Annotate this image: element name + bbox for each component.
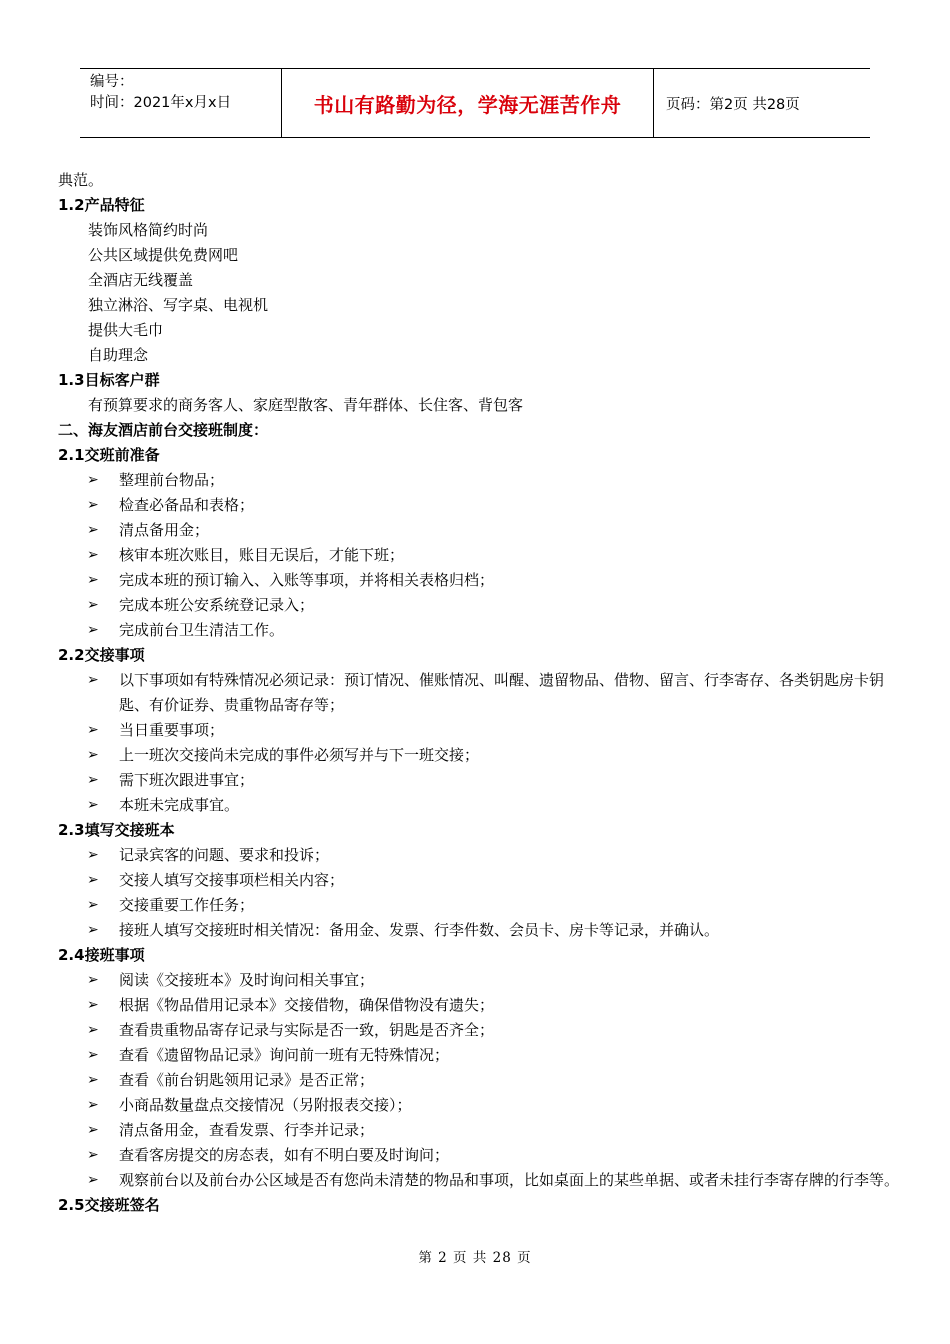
section-2-3-title: 2.3填写交接班本 <box>58 821 175 839</box>
header-meta <box>80 69 281 137</box>
bullet-arrow-icon: ➢ <box>87 747 99 763</box>
section-2-4-title: 2.4接班事项 <box>58 946 145 964</box>
list-item: ➢ 完成本班的预订输入、入账等事项，并将相关表格归档； <box>58 568 908 593</box>
list-item: ➢ 以下事项如有特殊情况必须记录：预订情况、催账情况、叫醒、遗留物品、借物、留言、行李寄存、各类钥匙房卡钥匙、有价证券、贵重物品寄存等； <box>58 668 908 718</box>
bullet-arrow-icon: ➢ <box>87 997 99 1013</box>
list-item: ➢ 检查必备品和表格； <box>58 493 908 518</box>
list-item: ➢ 完成本班公安系统登记录入； <box>58 593 908 618</box>
list-item: ➢ 当日重要事项； <box>58 718 908 743</box>
bullet-arrow-icon: ➢ <box>87 772 99 788</box>
list-item: ➢ 查看《前台钥匙领用记录》是否正常； <box>58 1068 908 1093</box>
bullet-arrow-icon: ➢ <box>87 1072 99 1088</box>
intro-text: 典范。 <box>58 171 104 189</box>
list-item: ➢ 根据《物品借用记录本》交接借物，确保借物没有遗失； <box>58 993 908 1018</box>
section-2-5-title: 2.5交接班签名 <box>58 1196 160 1214</box>
list-item: ➢ 需下班次跟进事宜； <box>58 768 908 793</box>
list-item: ➢ 完成前台卫生清洁工作。 <box>58 618 908 643</box>
section-1-3-title: 1.3目标客户群 <box>58 371 160 389</box>
bullet-arrow-icon: ➢ <box>87 1122 99 1138</box>
bullet-arrow-icon: ➢ <box>87 972 99 988</box>
feature-item: 提供大毛巾 <box>88 321 164 339</box>
bullet-arrow-icon: ➢ <box>87 1097 99 1113</box>
feature-item: 公共区域提供免费网吧 <box>88 246 239 264</box>
document-body <box>58 168 908 1218</box>
list-item: ➢ 交接人填写交接事项栏相关内容； <box>58 868 908 893</box>
header-page-info: 页码：第2页 共28页 <box>666 96 800 113</box>
bullet-arrow-icon: ➢ <box>87 522 99 538</box>
list-item: ➢ 交接重要工作任务； <box>58 893 908 918</box>
section-2-title: 二、海友酒店前台交接班制度： <box>58 421 269 439</box>
bullet-arrow-icon: ➢ <box>87 672 99 688</box>
section-1-2-title: 1.2产品特征 <box>58 196 145 214</box>
list-item: ➢ 核审本班次账目，账目无误后，才能下班； <box>58 543 908 568</box>
bullet-arrow-icon: ➢ <box>87 622 99 638</box>
page-footer: 第 2 页 共 28 页 <box>418 1250 532 1266</box>
list-item: ➢ 记录宾客的问题、要求和投诉； <box>58 843 908 868</box>
time-label: 时间：2021年x月x日 <box>90 95 232 111</box>
bullet-arrow-icon: ➢ <box>87 572 99 588</box>
bullet-arrow-icon: ➢ <box>87 797 99 813</box>
bullet-arrow-icon: ➢ <box>87 472 99 488</box>
list-item: ➢ 阅读《交接班本》及时询问相关事宜； <box>58 968 908 993</box>
list-item: ➢ 上一班次交接尚未完成的事件必须写并与下一班交接； <box>58 743 908 768</box>
list-item: ➢ 清点备用金； <box>58 518 908 543</box>
page-header <box>80 68 870 138</box>
bullet-arrow-icon: ➢ <box>87 897 99 913</box>
bullet-arrow-icon: ➢ <box>87 1172 99 1188</box>
section-2-2-title: 2.2交接事项 <box>58 646 145 664</box>
bullet-arrow-icon: ➢ <box>87 597 99 613</box>
bullet-arrow-icon: ➢ <box>87 847 99 863</box>
bullet-arrow-icon: ➢ <box>87 1022 99 1038</box>
list-item: ➢ 清点备用金，查看发票、行李并记录； <box>58 1118 908 1143</box>
list-item: ➢ 查看《遗留物品记录》询问前一班有无特殊情况； <box>58 1043 908 1068</box>
section-2-1-title: 2.1交班前准备 <box>58 446 160 464</box>
bullet-arrow-icon: ➢ <box>87 922 99 938</box>
list-item: ➢ 查看贵重物品寄存记录与实际是否一致，钥匙是否齐全； <box>58 1018 908 1043</box>
list-item: ➢ 接班人填写交接班时相关情况：备用金、发票、行李件数、会员卡、房卡等记录，并确认。 <box>58 918 908 943</box>
bullet-arrow-icon: ➢ <box>87 722 99 738</box>
bullet-arrow-icon: ➢ <box>87 1047 99 1063</box>
feature-item: 全酒店无线覆盖 <box>88 271 194 289</box>
number-label: 编号： <box>90 74 134 90</box>
bullet-arrow-icon: ➢ <box>87 497 99 513</box>
list-item: ➢ 查看客房提交的房态表，如有不明白要及时询问； <box>58 1143 908 1168</box>
bullet-arrow-icon: ➢ <box>87 872 99 888</box>
list-item: ➢ 本班未完成事宜。 <box>58 793 908 818</box>
list-item: ➢ 小商品数量盘点交接情况（另附报表交接）； <box>58 1093 908 1118</box>
header-motto: 书山有路勤为径，学海无涯苦作舟 <box>281 69 654 137</box>
bullet-arrow-icon: ➢ <box>87 1147 99 1163</box>
feature-item: 独立淋浴、写字桌、电视机 <box>88 296 269 314</box>
list-item: ➢ 观察前台以及前台办公区域是否有您尚未清楚的物品和事项，比如桌面上的某些单据、或者未挂行李寄存牌的行李等。 <box>58 1168 908 1193</box>
list-item: ➢ 整理前台物品； <box>58 468 908 493</box>
feature-item: 自助理念 <box>88 346 149 364</box>
customer-item: 有预算要求的商务客人、家庭型散客、青年群体、长住客、背包客 <box>88 396 524 414</box>
feature-item: 装饰风格简约时尚 <box>88 221 209 239</box>
bullet-arrow-icon: ➢ <box>87 547 99 563</box>
